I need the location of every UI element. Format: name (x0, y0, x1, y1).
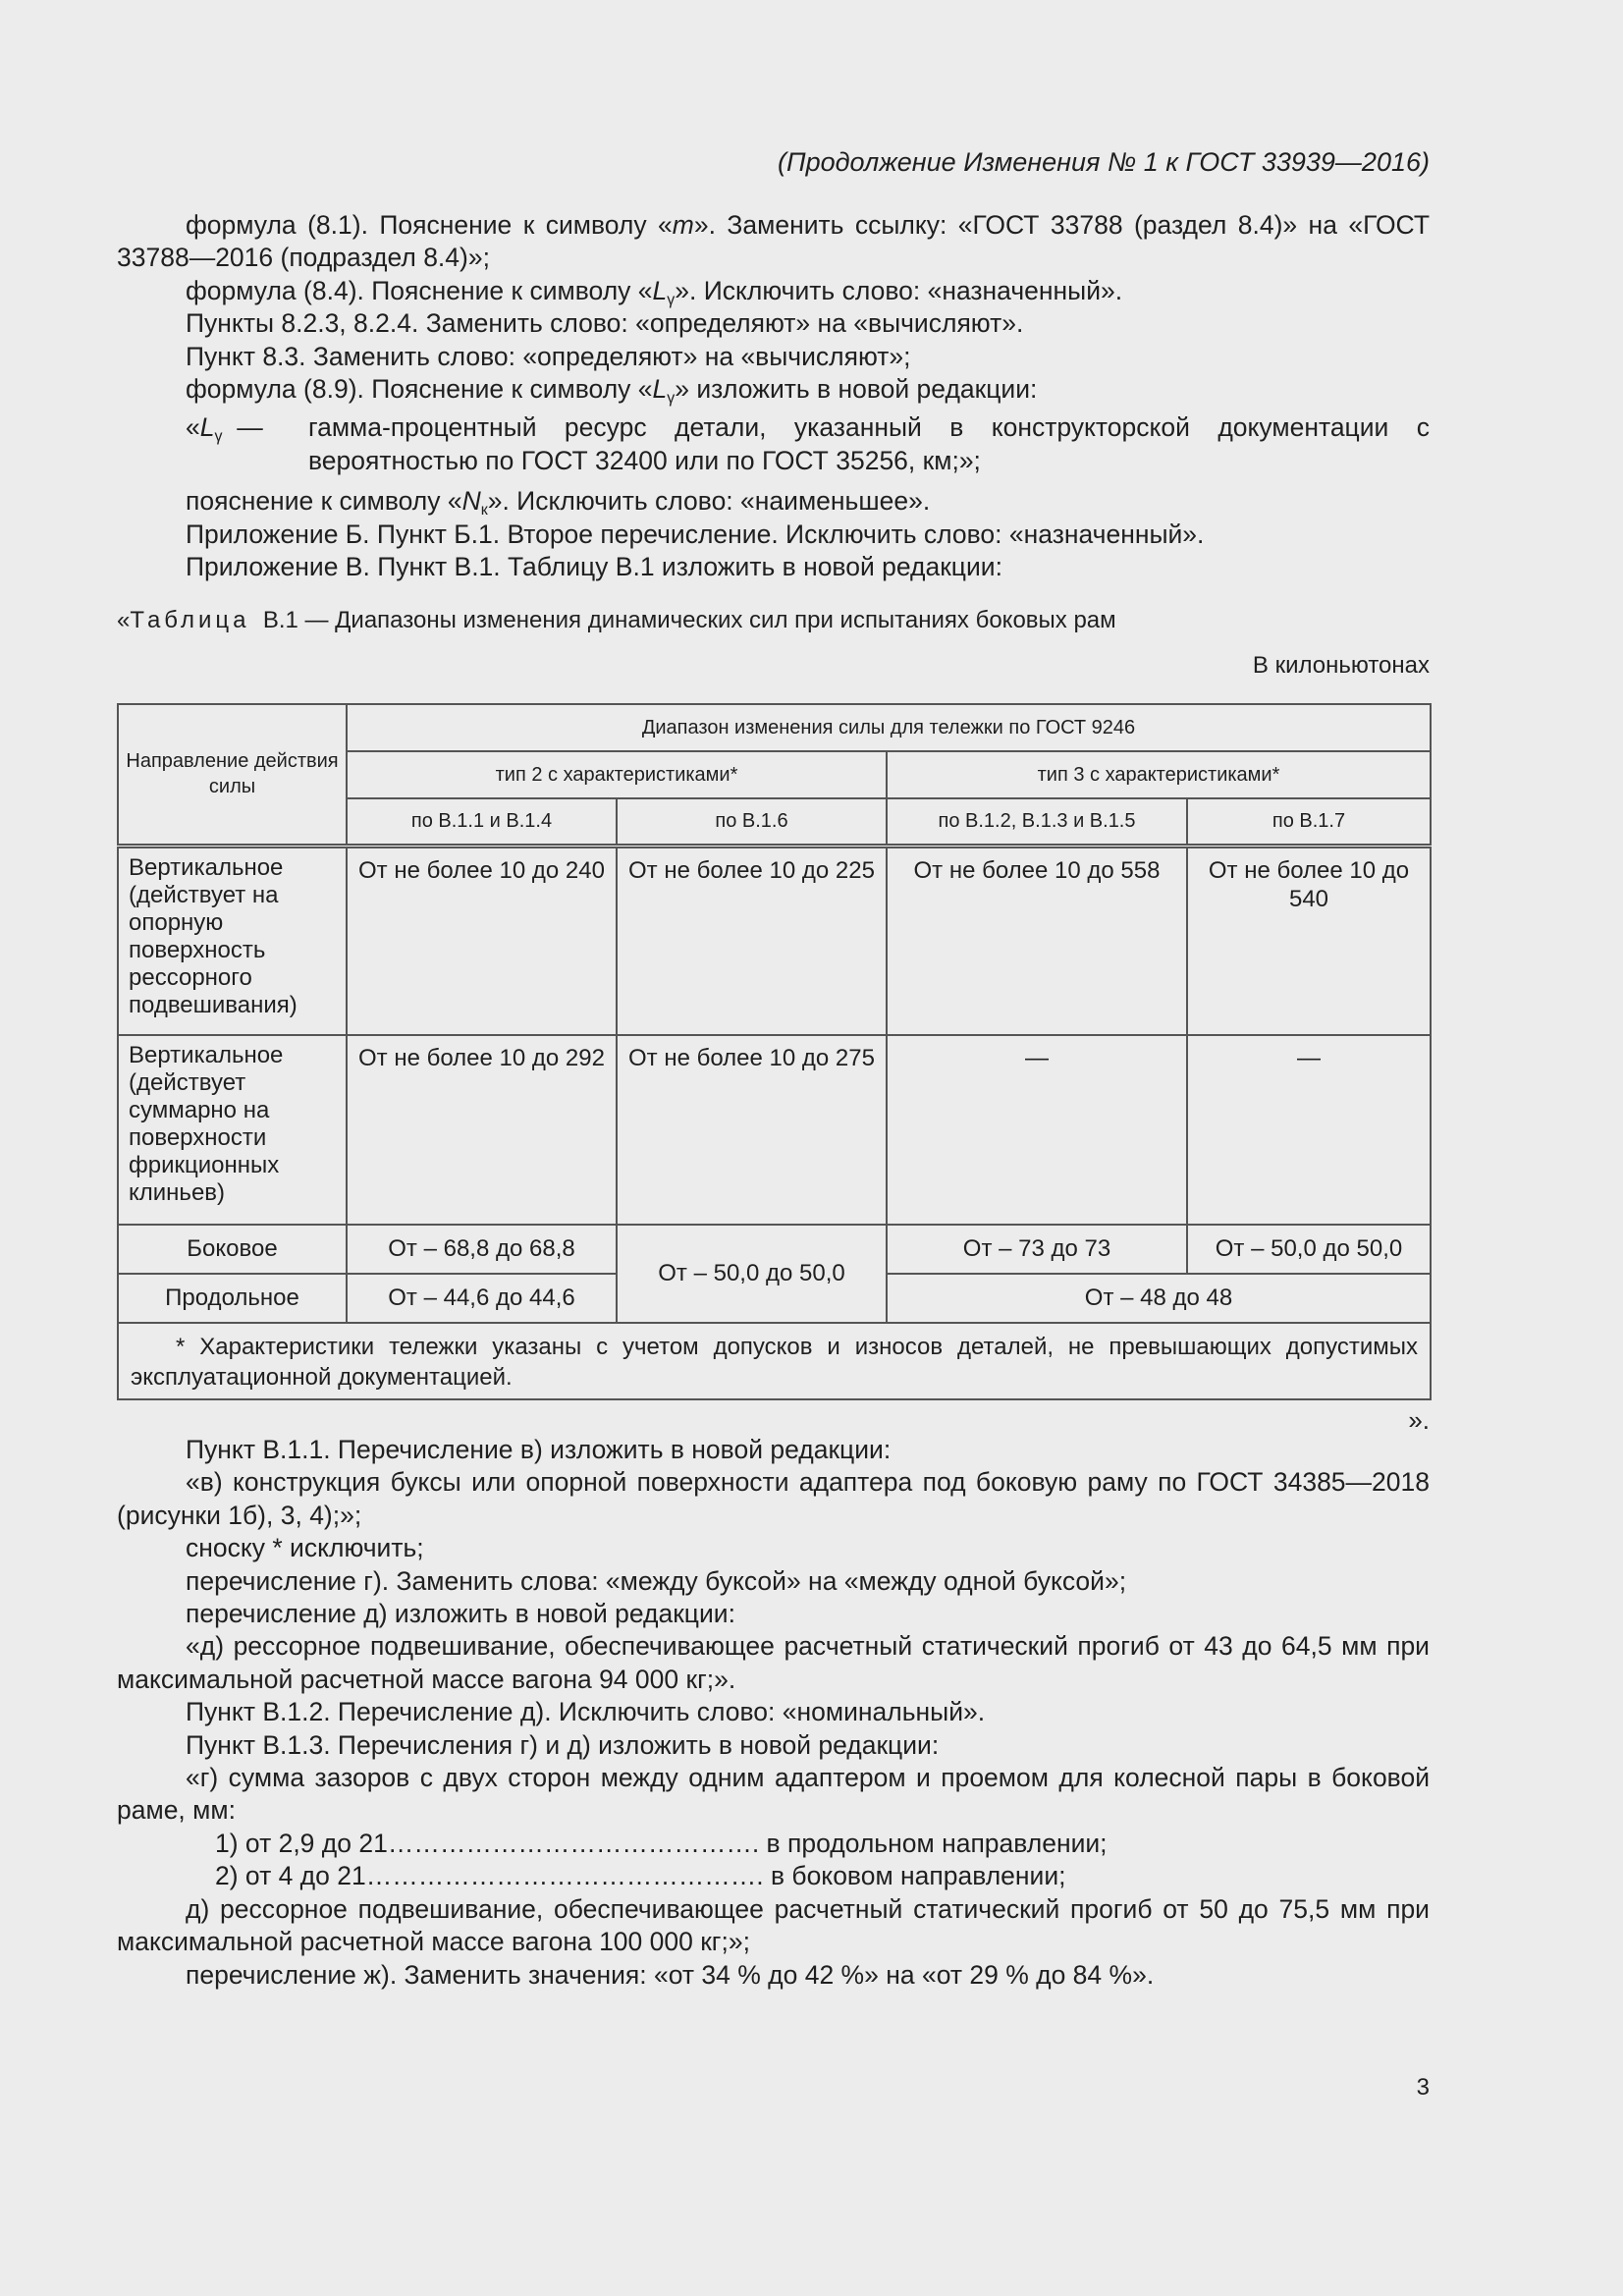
header-col-1: по В.1.1 и В.1.4 (347, 798, 617, 846)
table-units: В килоньютонах (1252, 652, 1430, 679)
paragraph-item-v-1-2: Пункт В.1.2. Перечисление д). Исключить слово: «номинальный». (186, 1697, 986, 1727)
list-item: 1) от 2,9 до 21……………………………………. в продольном направлении; (215, 1828, 1108, 1858)
table-cell: От не более 10 до 275 (617, 1035, 887, 1225)
paragraph-formula-8-4: формула (8.4). Пояснение к символу «$L_\gamma$». Исключить слово: «назначенный». (186, 275, 1123, 308)
paragraph-enum-d: перечисление д) изложить в новой редакции: (186, 1599, 735, 1629)
paragraph-item-v-1-3: Пункт В.1.3. Перечисления г) и д) изложить в новой редакции: (186, 1729, 940, 1760)
table-cell: От не более 10 до 558 (887, 846, 1187, 1035)
table-cell: От – 48 до 48 (887, 1274, 1431, 1323)
table-cell: От – 50,0 до 50,0 (1187, 1225, 1431, 1274)
dynamic-forces-table (117, 703, 1432, 1400)
table-cell: От – 44,6 до 44,6 (347, 1274, 617, 1323)
table-cell: От – 50,0 до 50,0 (617, 1225, 887, 1323)
table-footnote-row (118, 1323, 1431, 1399)
paragraph-enum-g: перечисление г). Заменить слова: «между буксой» на «между одной буксой»; (186, 1565, 1127, 1596)
paragraph-items-8-2-3: Пункты 8.2.3, 8.2.4. Заменить слово: «определяют» на «вычисляют». (186, 308, 1024, 339)
paragraph-enum-g-text: «г) сумма зазоров с двух сторон между одним адаптером и проемом для колесной пары в боковой раме, мм: (117, 1763, 1430, 1826)
paragraph-appendix-b: Приложение Б. Пункт Б.1. Второе перечисление. Исключить слово: «назначенный». (186, 519, 1205, 549)
page-number: 3 (1416, 2074, 1430, 2101)
table-row (118, 846, 1431, 1035)
header-type3: тип 3 с характеристиками* (887, 751, 1431, 798)
paragraph-enum-v: «в) конструкция буксы или опорной поверхности адаптера под боковую раму по ГОСТ 34385—2018 (рисунки 1б), 3, 4);»; (117, 1467, 1430, 1530)
table-cell: — (887, 1035, 1187, 1225)
header-direction: Направление действия силы (118, 704, 347, 846)
paragraph-item-v-1-1: Пункт В.1.1. Перечисление в) изложить в новой редакции: (186, 1435, 892, 1464)
table-cell: От – 68,8 до 68,8 (347, 1225, 617, 1274)
table-caption: «Таблица В.1 — Диапазоны изменения динамических сил при испытаниях боковых рам (117, 607, 1116, 633)
paragraph-appendix-v: Приложение В. Пункт В.1. Таблицу В.1 изложить в новой редакции: (186, 552, 1002, 582)
table-cell: От не более 10 до 292 (347, 1035, 617, 1225)
header-type2: тип 2 с характеристиками* (347, 751, 887, 798)
paragraph-symbol-nk: пояснение к символу «$N_к$». Исключить слово: «наименьшее». (186, 486, 931, 519)
definition-symbol: «$L_\gamma$ — (186, 412, 263, 446)
row-direction: Вертикальное (действует суммарно на поверхности фрикционных клиньев) (118, 1035, 347, 1225)
header-col-3: по В.1.2, В.1.3 и В.1.5 (887, 798, 1187, 846)
table-end-quote: ». (1408, 1405, 1430, 1435)
paragraph-formula-8-9: формула (8.9). Пояснение к символу «$L_\gamma$» изложить в новой редакции: (186, 374, 1038, 408)
table-row (118, 1035, 1431, 1225)
table-cell: От не более 10 до 540 (1187, 846, 1431, 1035)
paragraph-formula-8-1: формула (8.1). Пояснение к символу «m». Заменить ссылку: «ГОСТ 33788 (раздел 8.4)» на «ГОСТ 33788—2016 (подраздел 8.4)»; (117, 210, 1431, 273)
table-cell: — (1187, 1035, 1431, 1225)
running-header: (Продолжение Изменения № 1 к ГОСТ 33939—2016) (778, 147, 1430, 177)
table-cell: От не более 10 до 240 (347, 846, 617, 1035)
table-cell: От – 73 до 73 (887, 1225, 1187, 1274)
definition-text: гамма-процентный ресурс детали, указанный в конструкторской документации с вероятностью по ГОСТ 32400 или по ГОСТ 35256, км;»; (308, 412, 1430, 475)
table-header-row (118, 704, 1431, 751)
table-row (118, 1225, 1431, 1274)
list-item: 2) от 4 до 21………………………………………. в боковом направлении; (215, 1861, 1066, 1891)
top-text-block (117, 209, 1430, 583)
paragraph-enum-zh: перечисление ж). Заменить значения: «от 34 % до 42 %» на «от 29 % до 84 %». (186, 1959, 1155, 1990)
symbol-definition (186, 411, 1430, 477)
paragraph-enum-d-new: д) рессорное подвешивание, обеспечивающее расчетный статический прогиб от 50 до 75,5 мм при максимальной расчетной массе вагона 100 000 кг;»; (117, 1893, 1430, 1957)
header-col-4: по В.1.7 (1187, 798, 1431, 846)
paragraph-enum-d-text: «д) рессорное подвешивание, обеспечивающее расчетный статический прогиб от 43 до 64,5 мм при максимальной расчетной массе вагона 94 000 кг;». (117, 1631, 1430, 1694)
paragraph-footnote-remove: сноску * исключить; (186, 1533, 424, 1563)
paragraph-item-8-3: Пункт 8.3. Заменить слово: «определяют» на «вычисляют»; (186, 341, 911, 371)
row-direction: Продольное (118, 1274, 347, 1323)
row-direction: Вертикальное (действует на опорную поверхность рессорного подвешивания) (118, 846, 347, 1035)
table-cell: От не более 10 до 225 (617, 846, 887, 1035)
bottom-text-block (117, 1434, 1430, 1992)
header-col-2: по В.1.6 (617, 798, 887, 846)
header-range: Диапазон изменения силы для тележки по ГОСТ 9246 (347, 704, 1431, 751)
row-direction: Боковое (118, 1225, 347, 1274)
table-footnote: * Характеристики тележки указаны с учетом допусков и износов деталей, не превышающих допустимых эксплуатационной документацией. (118, 1323, 1431, 1399)
